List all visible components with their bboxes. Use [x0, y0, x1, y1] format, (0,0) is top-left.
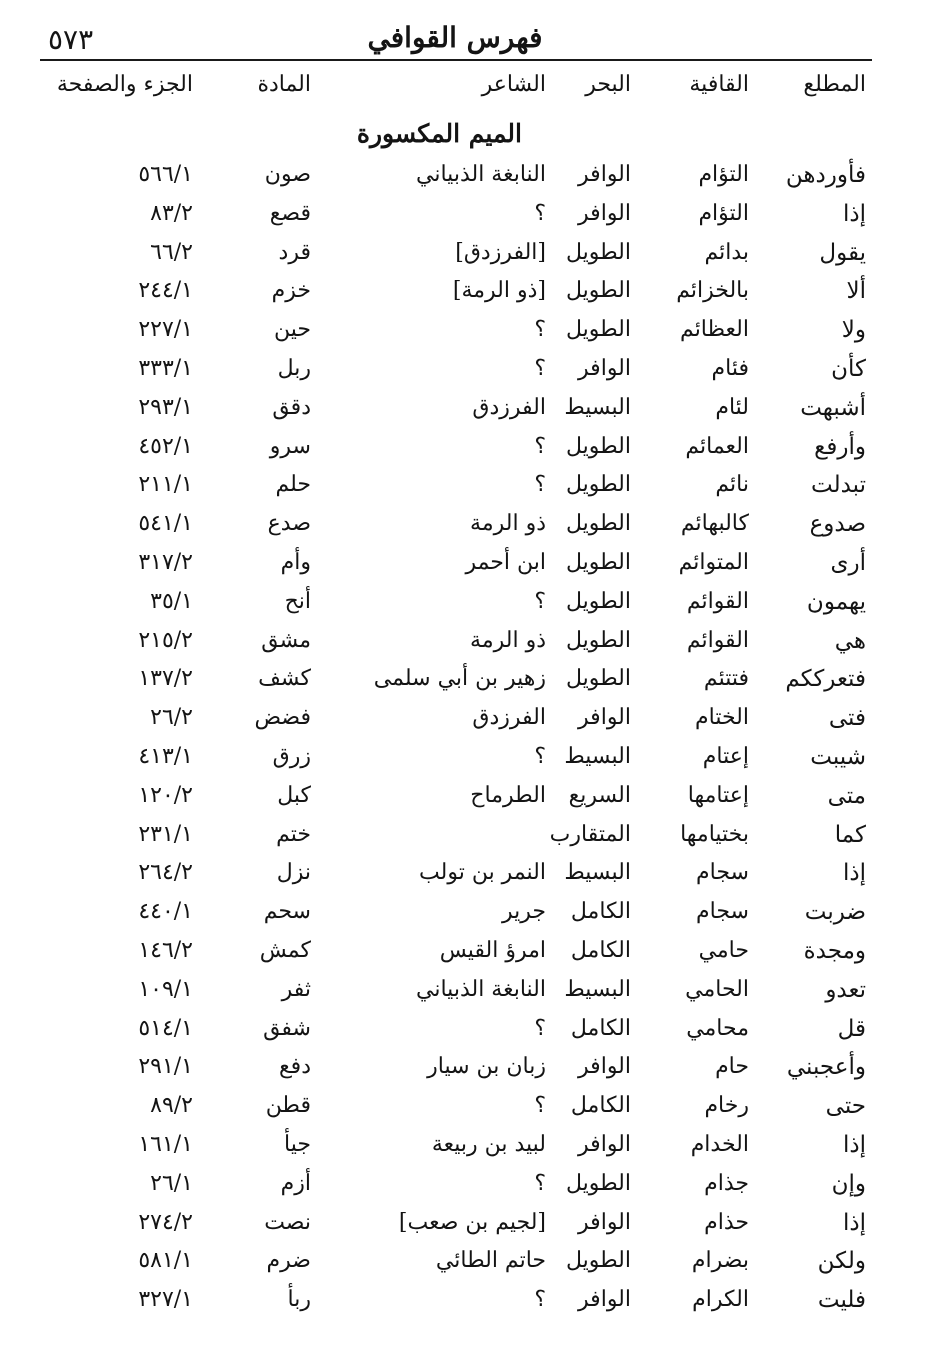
row-opening-word: ألا [846, 278, 866, 305]
row-root: سرو [269, 433, 311, 459]
row-meter: البسيط [564, 976, 631, 1002]
row-poet: الفرزدق [472, 394, 546, 420]
row-root: صون [264, 162, 311, 187]
row-meter: الطويل [565, 239, 631, 265]
row-rhyme: الختام [695, 705, 749, 731]
table-row [0, 1246, 942, 1284]
row-rhyme: بالخزائم [676, 278, 749, 304]
row-rhyme: فئام [711, 356, 749, 381]
row-rhyme: حام [715, 1054, 749, 1080]
row-opening-word: إذا [842, 860, 866, 887]
column-header-reference: الجزء والصفحة [56, 72, 193, 97]
row-reference: ٢٩١/١ [138, 1054, 193, 1080]
table-row [0, 548, 942, 586]
row-meter: الوافر [578, 162, 631, 187]
table-row [0, 160, 942, 198]
index-table [0, 160, 942, 1340]
row-rhyme: نائم [715, 472, 749, 498]
row-opening-word: صدوع [809, 511, 866, 538]
row-rhyme: كالبهائم [680, 511, 749, 537]
row-reference: ١٢٠/٢ [138, 782, 193, 808]
row-root: جيأ [284, 1132, 311, 1157]
table-row [0, 781, 942, 819]
table-row [0, 936, 942, 974]
row-opening-word: ضربت [804, 899, 866, 926]
row-reference: ٢١٥/٢ [138, 627, 193, 653]
row-reference: ٥٦٦/١ [138, 162, 193, 187]
row-poet: ؟ [534, 317, 546, 343]
row-root: مشق [261, 627, 311, 653]
table-row [0, 393, 942, 431]
row-root: كبل [277, 782, 311, 808]
row-root: دفع [278, 1054, 311, 1080]
row-reference: ١٦١/١ [138, 1132, 193, 1157]
row-opening-word: حتى [825, 1093, 866, 1120]
row-meter: السريع [568, 782, 631, 808]
row-meter: الطويل [565, 472, 631, 498]
row-opening-word: وإن [831, 1170, 866, 1197]
row-meter: الطويل [565, 666, 631, 692]
table-row [0, 742, 942, 780]
row-meter: الكامل [570, 1093, 631, 1119]
row-reference: ٨٩/٢ [150, 1093, 193, 1119]
row-poet: ذو الرمة [470, 627, 546, 653]
row-opening-word: فأوردهن [785, 162, 866, 188]
row-meter: الكامل [570, 899, 631, 925]
row-poet: ؟ [534, 472, 546, 498]
row-opening-word: كأن [831, 356, 866, 382]
table-row [0, 470, 942, 508]
row-poet: [ذو الرمة] [452, 278, 546, 304]
row-rhyme: سجام [696, 860, 749, 886]
table-row [0, 1052, 942, 1090]
row-poet: النابغة الذبياني [416, 162, 546, 187]
row-meter: الطويل [565, 627, 631, 653]
row-reference: ٢٢٧/١ [138, 317, 193, 343]
page-header [40, 14, 870, 60]
row-meter: الطويل [565, 550, 631, 575]
row-root: سحم [263, 899, 311, 925]
row-poet: ؟ [534, 200, 546, 226]
row-opening-word: ومجدة [803, 938, 866, 964]
row-poet: لبيد بن ربيعة [431, 1132, 546, 1157]
row-opening-word: أشبهت [800, 394, 866, 421]
row-poet: ؟ [534, 1015, 546, 1041]
row-root: حين [274, 317, 311, 343]
column-header-root: المادة [257, 72, 311, 97]
column-header-meter: البحر [585, 72, 631, 97]
row-rhyme: إعتامها [687, 782, 749, 808]
row-poet: حاتم الطائي [435, 1248, 546, 1274]
row-reference: ٣١٧/٢ [138, 550, 193, 575]
row-rhyme: بضرام [691, 1248, 749, 1274]
row-reference: ١٤٦/٢ [138, 938, 193, 963]
row-root: قرد [278, 239, 311, 265]
row-rhyme: حامي [698, 938, 749, 963]
row-rhyme: التؤام [698, 200, 749, 226]
row-rhyme: رخام [704, 1093, 749, 1119]
table-row [0, 1285, 942, 1323]
row-meter: الطويل [565, 433, 631, 459]
row-poet: ؟ [534, 744, 546, 769]
row-opening-word: قل [837, 1015, 866, 1042]
row-root: نصت [264, 1209, 311, 1235]
row-reference: ٤١٣/١ [138, 744, 193, 769]
row-poet: ؟ [534, 433, 546, 459]
row-poet: ؟ [534, 1093, 546, 1119]
row-poet: امرؤ القيس [439, 938, 546, 963]
table-row [0, 975, 942, 1013]
row-opening-word: إذا [842, 1209, 866, 1236]
row-poet: الطرماح [470, 782, 546, 808]
table-row [0, 1169, 942, 1207]
row-meter: الوافر [578, 1287, 631, 1313]
row-root: خزم [271, 278, 311, 304]
row-meter: البسيط [564, 394, 631, 420]
row-root: صدع [267, 511, 311, 537]
row-root: شفق [263, 1015, 311, 1041]
row-root: كمش [259, 938, 311, 963]
table-row [0, 199, 942, 237]
row-poet: ؟ [534, 356, 546, 381]
row-meter: المتقارب [549, 821, 631, 847]
row-reference: ٢٤٤/١ [138, 278, 193, 304]
row-rhyme: الحامي [685, 976, 749, 1002]
row-rhyme: لئام [715, 394, 749, 420]
row-meter: الكامل [570, 938, 631, 963]
row-poet: ؟ [534, 1170, 546, 1196]
row-meter: الوافر [578, 705, 631, 731]
row-opening-word: شيبت [810, 744, 866, 770]
row-reference: ١٣٧/٢ [138, 666, 193, 692]
row-poet: ذو الرمة [470, 511, 546, 537]
row-opening-word: ولا [841, 317, 866, 344]
table-row [0, 1208, 942, 1246]
row-rhyme: حذام [704, 1209, 749, 1235]
row-reference: ٣٥/١ [150, 588, 193, 614]
row-rhyme: المتوائم [678, 550, 749, 575]
column-header-rhyme: القافية [689, 72, 749, 97]
row-root: وأم [280, 550, 311, 575]
table-row [0, 1091, 942, 1129]
table-row [0, 626, 942, 664]
row-opening-word: وأرفع [814, 433, 866, 460]
row-poet: [الفرزدق] [455, 239, 546, 265]
table-row [0, 432, 942, 470]
table-row [0, 703, 942, 741]
table-row [0, 820, 942, 858]
row-opening-word: أرى [830, 550, 866, 576]
row-poet: ؟ [534, 1287, 546, 1313]
row-meter: البسيط [564, 860, 631, 886]
row-meter: الطويل [565, 317, 631, 343]
row-poet: الفرزدق [472, 705, 546, 731]
row-meter: الوافر [578, 356, 631, 381]
row-rhyme: جذام [704, 1170, 749, 1196]
table-row [0, 276, 942, 314]
row-rhyme: فتتئم [703, 666, 749, 692]
row-opening-word: يقول [819, 239, 866, 266]
row-rhyme: بدائم [704, 239, 749, 265]
row-rhyme: بختيامها [680, 821, 749, 847]
row-rhyme: العظائم [680, 317, 749, 343]
row-reference: ٤٤٠/١ [138, 899, 193, 925]
table-row [0, 238, 942, 276]
row-meter: الطويل [565, 588, 631, 614]
row-root: دقق [272, 394, 311, 420]
row-rhyme: القوائم [686, 588, 749, 614]
row-reference: ٢٦٤/٢ [138, 860, 193, 886]
row-meter: الوافر [578, 1209, 631, 1235]
row-root: ثفر [281, 976, 311, 1002]
row-rhyme: إعتام [702, 744, 749, 769]
row-poet: [لجيم بن صعب] [398, 1209, 546, 1235]
table-row [0, 897, 942, 935]
column-header-poet: الشاعر [481, 72, 546, 97]
row-root: ربأ [287, 1287, 311, 1313]
row-opening-word: يهمون [806, 588, 866, 615]
row-opening-word: تعدو [825, 976, 866, 1003]
row-meter: الوافر [578, 1054, 631, 1080]
row-reference: ٢١١/١ [138, 472, 193, 498]
table-row [0, 587, 942, 625]
row-opening-word: فتى [828, 705, 866, 732]
row-rhyme: التؤام [698, 162, 749, 187]
row-reference: ٣٢٧/١ [138, 1287, 193, 1313]
header-divider [40, 59, 872, 61]
row-meter: البسيط [564, 744, 631, 769]
row-root: حلم [275, 472, 311, 498]
table-row [0, 664, 942, 702]
row-rhyme: الكرام [692, 1287, 749, 1313]
row-opening-word: فتعرككم [785, 666, 866, 693]
row-reference: ٦٦/٢ [150, 239, 193, 265]
row-root: قصع [269, 200, 311, 226]
row-meter: الوافر [578, 1132, 631, 1157]
row-reference: ٢٧٤/٢ [138, 1209, 193, 1235]
row-poet: جرير [502, 899, 546, 925]
row-poet: ابن أحمر [465, 550, 546, 575]
table-row [0, 1130, 942, 1168]
row-reference: ٨٣/٢ [150, 200, 193, 226]
row-root: ربل [277, 356, 311, 381]
row-meter: الطويل [565, 511, 631, 537]
row-opening-word: كما [834, 821, 866, 848]
row-opening-word: وأعجبني [786, 1054, 866, 1081]
row-reference: ٢٦/٢ [150, 705, 193, 731]
row-root: فضض [254, 705, 311, 731]
row-reference: ٣٣٣/١ [138, 356, 193, 381]
column-headers [0, 70, 942, 110]
row-meter: الطويل [565, 278, 631, 304]
row-opening-word: هي [834, 627, 866, 654]
row-opening-word: ولكن [817, 1248, 866, 1275]
row-meter: الوافر [578, 200, 631, 226]
row-root: زرق [272, 744, 311, 769]
row-poet: النمر بن تولب [419, 860, 546, 886]
table-row [0, 1014, 942, 1052]
row-opening-word: متى [827, 782, 866, 809]
row-reference: ٢٣١/١ [138, 821, 193, 847]
row-meter: الطويل [565, 1248, 631, 1274]
row-reference: ١٠٩/١ [138, 976, 193, 1002]
row-root: كشف [258, 666, 311, 692]
row-root: نزل [276, 860, 311, 886]
section-title: الميم المكسورة [356, 119, 522, 148]
table-row [0, 354, 942, 392]
row-opening-word: إذا [842, 200, 866, 227]
row-root: أنح [284, 588, 311, 614]
row-meter: الكامل [570, 1015, 631, 1041]
row-opening-word: إذا [842, 1132, 866, 1158]
table-row [0, 315, 942, 353]
row-reference: ٥٨١/١ [138, 1248, 193, 1274]
row-rhyme: القوائم [686, 627, 749, 653]
row-rhyme: محامي [686, 1015, 749, 1041]
table-row [0, 509, 942, 547]
row-meter: الطويل [565, 1170, 631, 1196]
row-poet: ؟ [534, 588, 546, 614]
row-reference: ٥٤١/١ [138, 511, 193, 537]
row-root: أزم [280, 1170, 311, 1196]
row-reference: ٢٩٣/١ [138, 394, 193, 420]
row-opening-word: فليت [817, 1287, 866, 1314]
row-poet: النابغة الذبياني [416, 976, 546, 1002]
row-poet: زهير بن أبي سلمى [373, 666, 546, 692]
row-rhyme: سجام [696, 899, 749, 925]
page-title: فهرس القوافي [367, 21, 543, 54]
row-poet: زبان بن سيار [427, 1054, 546, 1080]
row-reference: ٢٦/١ [150, 1170, 193, 1196]
row-root: قطن [265, 1093, 311, 1119]
column-header-opening: المطلع [803, 72, 866, 97]
table-row [0, 858, 942, 896]
row-rhyme: الخدام [690, 1132, 749, 1157]
page-number: ٥٧٣ [48, 23, 94, 56]
row-rhyme: العمائم [685, 433, 749, 459]
row-root: ختم [276, 821, 311, 847]
row-root: ضرم [266, 1248, 311, 1274]
row-reference: ٤٥٢/١ [138, 433, 193, 459]
row-opening-word: تبدلت [810, 472, 866, 499]
row-reference: ٥١٤/١ [138, 1015, 193, 1041]
